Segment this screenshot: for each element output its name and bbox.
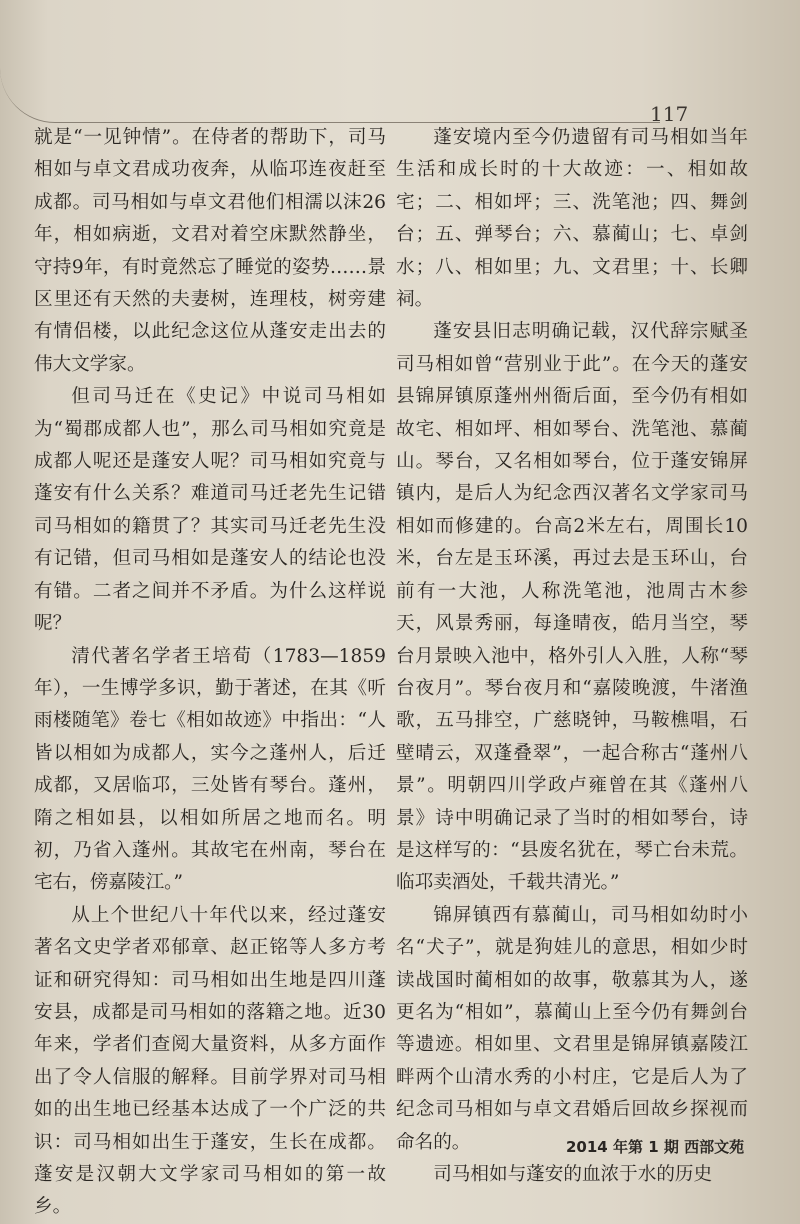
right-column bbox=[396, 122, 748, 1191]
left-column bbox=[34, 122, 386, 1224]
paragraph: 就是“一见钟情”。在侍者的帮助下，司马相如与卓文君成功夜奔，从临邛连夜赶至成都。司马相如与卓文君他们相濡以沫26年，相如病逝，文君对着空床默然静坐，守持9年，有时竟然忘了睡觉的姿势……景区里还有天然的夫妻树，连理枝，树旁建有情侣楼，以此纪念这位从蓬安走出去的伟大文学家。 bbox=[34, 127, 386, 375]
paragraph: 但司马迁在《史记》中说司马相如为“蜀郡成都人也”，那么司马相如究竟是成都人呢还是蓬安人呢？司马相如究竟与蓬安有什么关系？难道司马迁老先生记错司马相如的籍贯了？其实司马迁老先生没有记错，但司马相如是蓬安人的结论也没有错。二者之间并不矛盾。为什么这样说呢？ bbox=[34, 386, 386, 635]
page-number: 117 bbox=[650, 102, 689, 126]
footer-issue: 2014 年第 1 期 西部文苑 bbox=[566, 1138, 745, 1156]
paragraph: 蓬安境内至今仍遗留有司马相如当年生活和成长时的十大故迹：一、相如故宅；二、相如坪；三、洗笔池；四、舞剑台；五、弹琴台；六、慕蔺山；七、卓剑水；八、相如里；九、文君里；十、长卿祠。 bbox=[396, 127, 748, 311]
paragraph: 锦屏镇西有慕蔺山，司马相如幼时小名“犬子”，就是狗娃儿的意思，相如少时读战国时蔺相如的故事，敬慕其为人，遂更名为“相如”，慕蔺山上至今仍有舞剑台等遗迹。相如里、文君里是锦屏镇嘉陵江畔两个山清水秀的小村庄，它是后人为了纪念司马相如与卓文君婚后回故乡探视而命名的。 bbox=[396, 904, 748, 1153]
paragraph: 蓬安县旧志明确记载，汉代辞宗赋圣司马相如曾“营别业于此”。在今天的蓬安县锦屏镇原蓬州州衙后面，至今仍有相如故宅、相如坪、相如琴台、洗笔池、慕蔺山。琴台，又名相如琴台，位于蓬安锦屏镇内，是后人为纪念西汉著名文学家司马相如而修建的。台高2米左右，周围长10米，台左是玉环溪，再过去是玉环山，台前有一大池，人称洗笔池，池周古木参天，风景秀丽，每逢晴夜，皓月当空，琴台月景映入池中，格外引人入胜，人称“琴台夜月”。琴台夜月和“嘉陵晚渡，牛渚渔歌，五马排空，广慈晓钟，马鞍樵唱，石壁晴云，双蓬叠翠”，一起合称古“蓬州八景”。明朝四川学政卢雍曾在其《蓬州八景》诗中明确记录了当时的相如琴台，诗是这样写的：“县废名犹在，琴亡台未荒。临邛卖酒处，千载共清光。” bbox=[396, 321, 748, 894]
header-rule bbox=[0, 68, 660, 123]
paragraph: 清代著名学者王培荀（1783—1859年），一生博学多识，勤于著述，在其《听雨楼随笔》卷七《相如故迹》中指出：“人皆以相如为成都人，实今之蓬州人，后迁成都，又居临邛，三处皆有琴台。蓬州，隋之相如县，以相如所居之地而名。明初，乃省入蓬州。其故宅在州南，琴台在宅右，傍嘉陵江。” bbox=[34, 645, 386, 894]
paragraph: 司马相如与蓬安的血浓于水的历史 bbox=[433, 1164, 713, 1185]
paragraph: 从上个世纪八十年代以来，经过蓬安著名文史学者邓郁章、赵正铭等人多方考证和研究得知：司马相如出生地是四川蓬安县，成都是司马相如的落籍之地。近30年来，学者们查阅大量资料，从多方面作出了令人信服的解释。目前学界对司马相如的出生地已经基本达成了一个广泛的共识：司马相如出生于蓬安，生长在成都。蓬安是汉朝大文学家司马相如的第一故乡。 bbox=[34, 904, 386, 1218]
